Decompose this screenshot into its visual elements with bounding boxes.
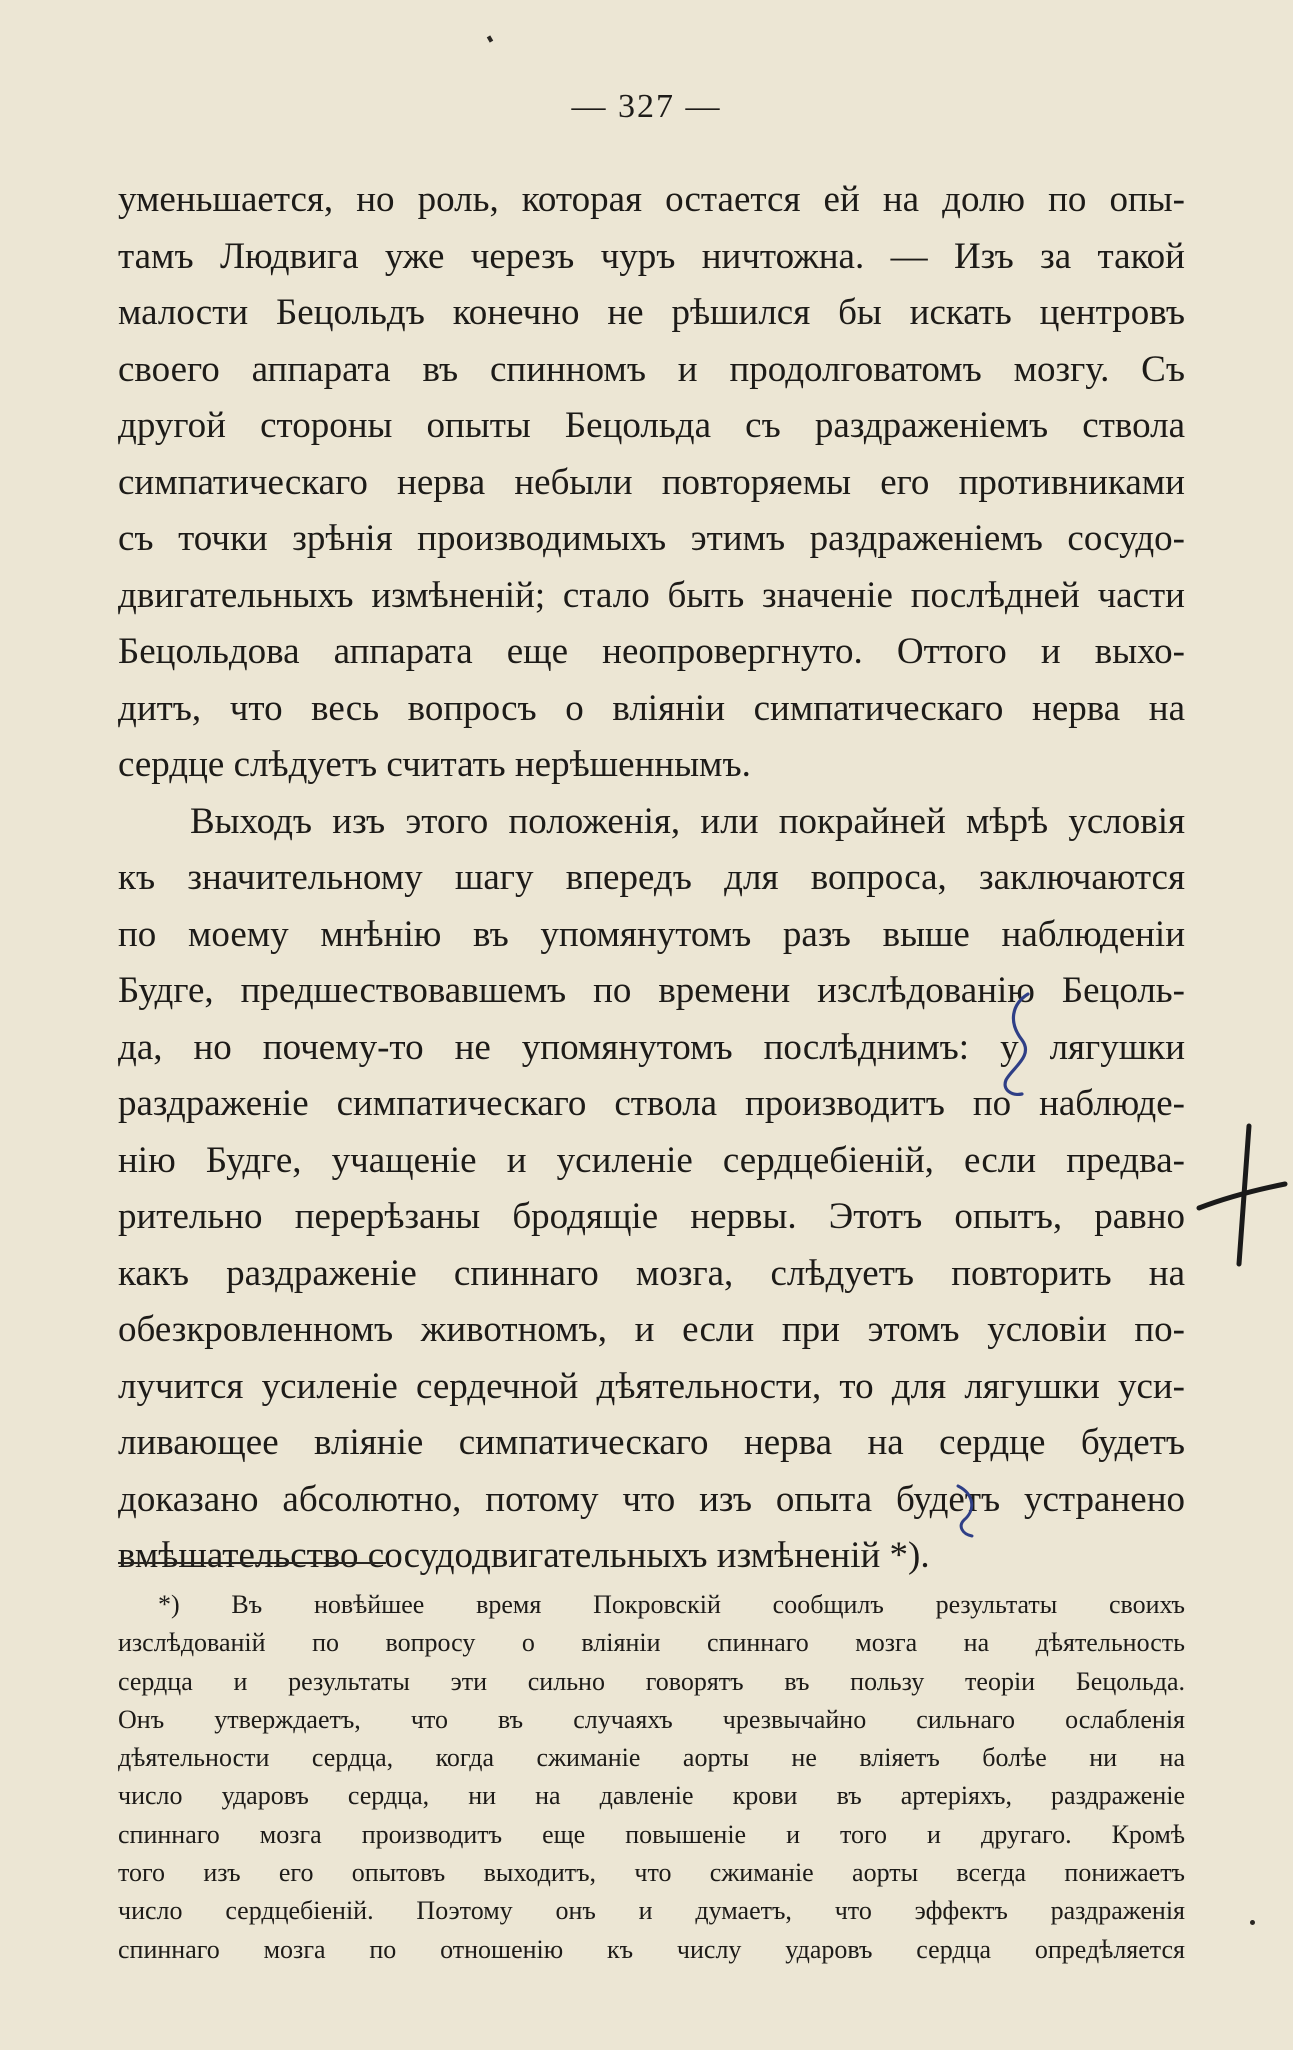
text-line: другой стороны опыты Бецольда съ раздраженіемъ ствола [118, 405, 1185, 446]
blue-pencil-bracket-close [950, 1480, 990, 1540]
text-line: малости Бецольдъ конечно не рѣшился бы искать центровъ [118, 292, 1185, 333]
ink-speck [1250, 1920, 1255, 1925]
text-line: съ точки зрѣнія производимыхъ этимъ раздраженіемъ сосудо- [118, 518, 1185, 559]
text-line: тамъ Людвига уже черезъ чуръ ничтожна. — Изъ за такой [118, 235, 1185, 277]
body-text [118, 172, 1185, 1585]
text-line: раздраженіе симпатическаго ствола производитъ по наблюде- [118, 1083, 1185, 1124]
text-line-paragraph-start: Выходъ изъ этого положенія, или покрайней мѣрѣ условія [190, 800, 1185, 842]
text-line: рительно перерѣзаны бродящіе нервы. Этотъ опытъ, равно [118, 1196, 1185, 1237]
footnote [118, 1586, 1185, 1969]
text-line: ливающее вліяніе симпатическаго нерва на сердце будетъ [118, 1422, 1185, 1463]
footnote-line: число сердцебіеній. Поэтому онъ и думаетъ, что эффектъ раздраженія [118, 1896, 1185, 1926]
text-line: къ значительному шагу впередъ для вопроса, заключаются [118, 857, 1185, 898]
blue-pencil-bracket-open [998, 990, 1044, 1100]
footnote-line: *) Въ новѣйшее время Покровскій сообщилъ результаты своихъ [158, 1590, 1185, 1619]
page-number: — 327 — [571, 88, 722, 125]
text-line-paragraph-end: вмѣшательство сосудодвигательныхъ измѣненій *). [118, 1535, 930, 1576]
ink-speck [487, 35, 493, 42]
text-line-paragraph-end: сердце слѣдуетъ считать нерѣшеннымъ. [118, 744, 751, 785]
footnote-line: Онъ утверждаетъ, что въ случаяхъ чрезвычайно сильнаго ослабленія [118, 1704, 1185, 1734]
text-line: обезкровленномъ животномъ, и если при этомъ условіи по- [118, 1309, 1185, 1350]
footnote-line: изслѣдованій по вопросу о вліяніи спиннаго мозга на дѣятельность [118, 1628, 1185, 1658]
footnote-line: дѣятельности сердца, когда сжиманіе аорты не вліяетъ болѣе ни на [118, 1743, 1185, 1773]
text-line: Бецольдова аппарата еще неопровергнуто. Оттого и выхо- [118, 631, 1185, 672]
text-line: своего аппарата въ спинномъ и продолговатомъ мозгу. Съ [118, 348, 1185, 390]
text-line: нію Будге, учащеніе и усиленіе сердцебіеній, если предва- [118, 1139, 1185, 1181]
footnote-line: сердца и результаты эти сильно говорятъ въ пользу теоріи Бецольда. [118, 1666, 1185, 1696]
text-line: симпатическаго нерва небыли повторяемы его противниками [118, 461, 1185, 503]
footnote-line: число ударовъ сердца, ни на давленіе крови въ артеріяхъ, раздраженіе [118, 1781, 1185, 1811]
footnote-divider [118, 1562, 386, 1564]
margin-cross-mark [1195, 1120, 1291, 1270]
footnote-line: того изъ его опытовъ выходитъ, что сжиманіе аорты всегда понижаетъ [118, 1858, 1185, 1888]
text-line: двигательныхъ измѣненій; стало быть значеніе послѣдней части [118, 574, 1185, 616]
text-line: лучится усиленіе сердечной дѣятельности, то для лягушки уси- [118, 1365, 1185, 1407]
text-line: доказано абсолютно, потому что изъ опыта будетъ устранено [118, 1478, 1185, 1520]
text-line: дитъ, что весь вопросъ о вліяніи симпатическаго нерва на [118, 687, 1185, 729]
text-line: Будге, предшествовавшемъ по времени изслѣдованію Бецоль- [118, 970, 1185, 1011]
text-line: да, но почему-то не упомянутомъ послѣднимъ: у лягушки [118, 1026, 1185, 1068]
footnote-line: спиннаго мозга по отношенію къ числу ударовъ сердца опредѣляется [118, 1934, 1185, 1964]
text-line: уменьшается, но роль, которая остается ей на долю по опы- [118, 179, 1185, 220]
text-line: по моему мнѣнію въ упомянутомъ разъ выше наблюденіи [118, 913, 1185, 955]
footnote-line: спиннаго мозга производитъ еще повышеніе и того и другаго. Кромѣ [118, 1819, 1185, 1849]
text-line: какъ раздраженіе спиннаго мозга, слѣдуетъ повторить на [118, 1252, 1185, 1294]
